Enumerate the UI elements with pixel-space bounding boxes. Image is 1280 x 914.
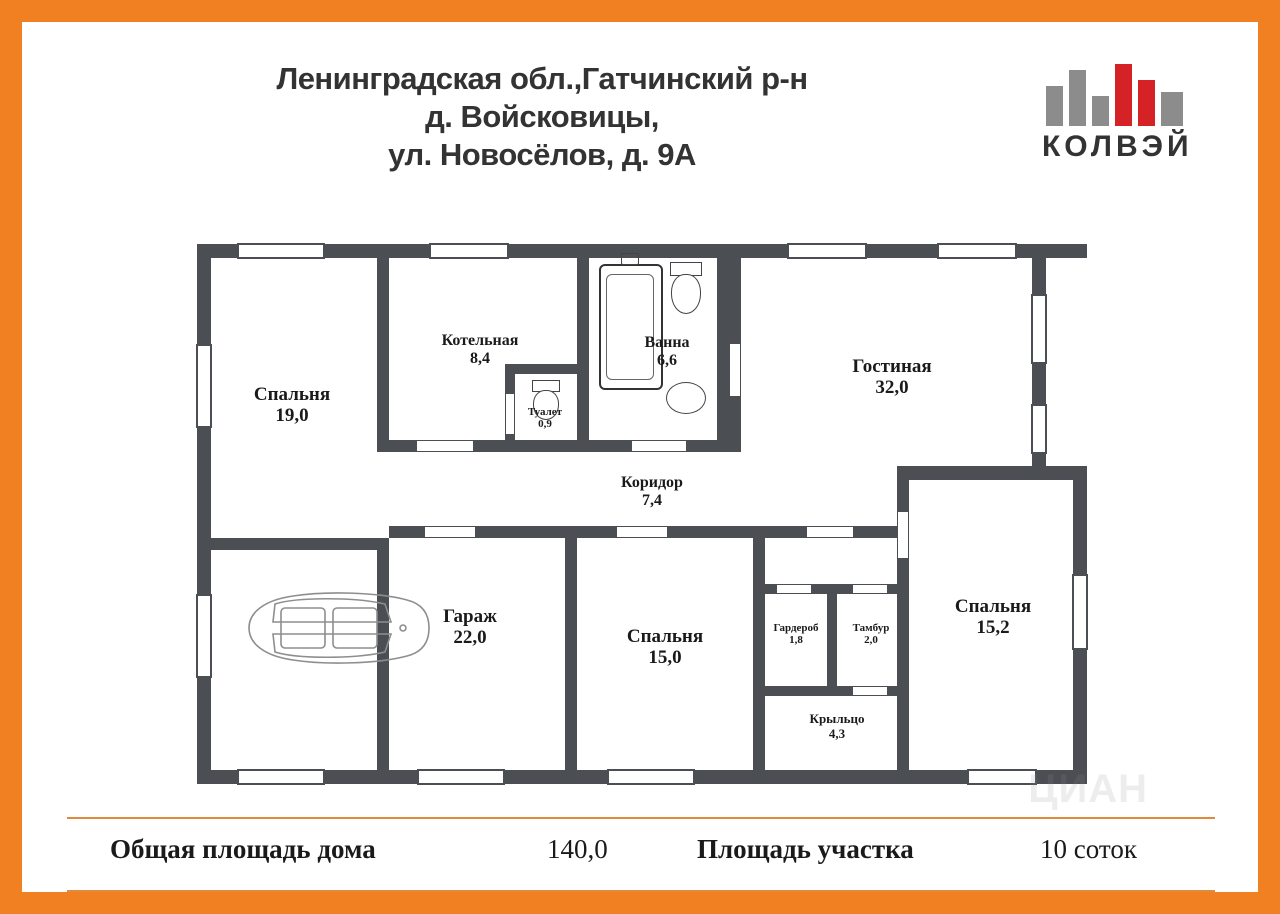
wall-garderob-right: [827, 584, 837, 696]
title-line-1: Ленинградская обл.,Гатчинский р-н: [276, 61, 808, 96]
window-left-2: [196, 594, 212, 678]
wall-rightwing-top: [897, 466, 1087, 480]
bathtub-tap-icon: [621, 253, 639, 265]
room-label-tambur: Тамбур 2,0: [852, 622, 890, 647]
window-right-2: [1031, 404, 1047, 454]
window-left-1: [196, 344, 212, 428]
door-opening-rightwing: [898, 512, 908, 558]
door-opening-corridor-3: [807, 527, 853, 537]
title-line-2: д. Войсковицы,: [425, 99, 659, 134]
logo-bars-icon: [1046, 64, 1206, 126]
room-label-gostinaya: Гостиная 32,0: [852, 356, 932, 399]
sink-icon: [666, 382, 706, 414]
total-area-value: 140,0: [547, 834, 608, 864]
footer-divider-bottom: [67, 890, 1215, 892]
room-label-koridor: Коридор 7,4: [621, 474, 683, 509]
floor-plan: [177, 244, 1137, 784]
wall-krylco-top: [765, 686, 909, 696]
door-opening-bath: [632, 441, 686, 451]
door-opening-krylco: [853, 687, 887, 695]
wall-internal-h1: [197, 538, 389, 550]
plot-area-label: Площадь участка: [697, 834, 914, 864]
wall-exterior-left: [197, 244, 211, 784]
wall-internal-h2: [377, 440, 577, 452]
door-opening-corridor-2: [617, 527, 667, 537]
window-top-4: [937, 243, 1017, 259]
logo-wordmark: КОЛВЭЙ: [1042, 130, 1193, 163]
plot-area-value: 10 соток: [1040, 834, 1137, 864]
room-label-spalnya-152: Спальня 15,2: [954, 596, 1032, 639]
total-area-label: Общая площадь дома: [110, 834, 376, 864]
room-label-spalnya-19: Спальня 19,0: [253, 384, 331, 427]
window-bottom-3: [607, 769, 695, 785]
wall-internal-v6: [565, 538, 577, 784]
door-opening-corridor-1: [425, 527, 475, 537]
window-top-1: [237, 243, 325, 259]
room-label-garderob: Гардероб 1,8: [773, 622, 819, 647]
toilet-bowl-icon: [671, 274, 701, 314]
title-line-3: ул. Новосёлов, д. 9А: [388, 137, 696, 172]
window-right-3: [1072, 574, 1088, 650]
window-bottom-2: [417, 769, 505, 785]
car-icon: [235, 582, 435, 672]
room-label-krylco: Крыльцо 4,3: [809, 711, 865, 741]
wall-internal-v7: [753, 538, 765, 784]
room-label-tualet: Туалет 0,9: [527, 406, 563, 431]
door-opening-garderob: [777, 585, 811, 593]
door-opening-gostinaya: [730, 344, 740, 396]
watermark: ЦИАН: [1028, 767, 1148, 811]
window-top-3: [787, 243, 867, 259]
room-label-vanna: Ванна 6,6: [644, 334, 690, 369]
door-opening-kotelnaya: [417, 441, 473, 451]
wall-internal-v4: [717, 256, 729, 452]
window-right-1: [1031, 294, 1047, 364]
window-bottom-1: [237, 769, 325, 785]
room-label-kotelnaya: Котельная 8,4: [441, 332, 519, 367]
door-opening-tambur: [853, 585, 887, 593]
company-logo: [1038, 64, 1214, 174]
window-top-2: [429, 243, 509, 259]
footer-divider-top: [67, 817, 1215, 819]
window-bottom-4: [967, 769, 1037, 785]
door-opening-spalnya19: [378, 462, 388, 514]
room-label-garazh: Гараж 22,0: [443, 606, 497, 649]
wall-internal-v1: [377, 244, 389, 452]
page-title: [172, 60, 912, 174]
room-label-spalnya-15: Спальня 15,0: [626, 626, 704, 669]
